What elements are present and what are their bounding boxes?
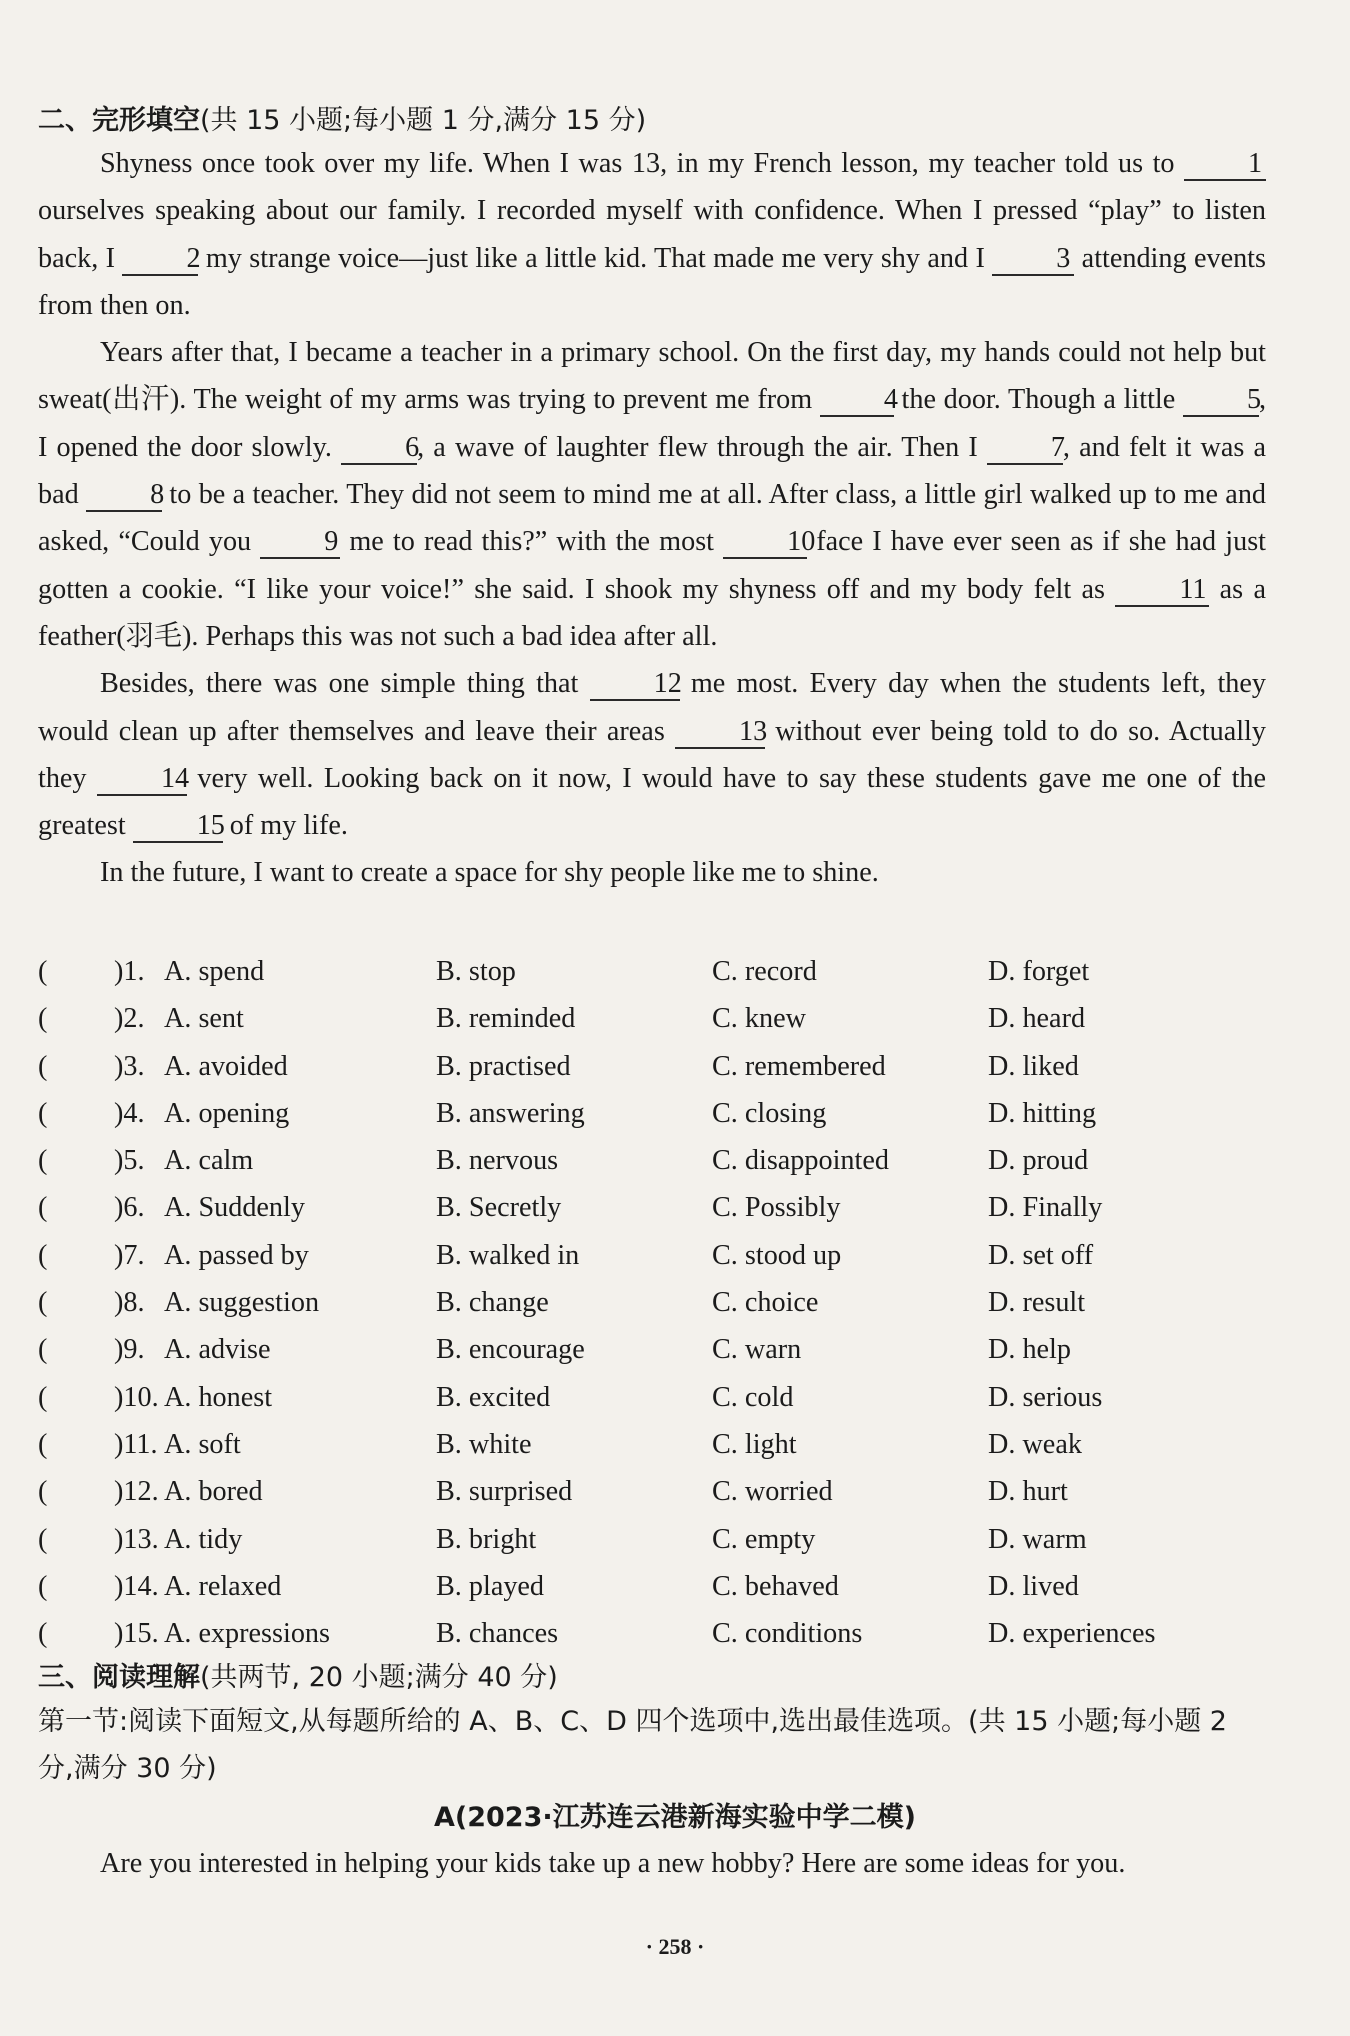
paragraph-text: very well. Looking back on it now, I would have to say these students gave me one of the greatest <box>38 762 1266 842</box>
option-d: D. Finally <box>988 1192 1103 1224</box>
section-3-note: (共两节, 20 小题;满分 40 分) <box>200 1662 558 1693</box>
option-b: B. reminded <box>436 1003 576 1035</box>
option-c: C. light <box>712 1428 797 1460</box>
option-a: A. relaxed <box>164 1570 282 1602</box>
section-3-instructions: 第一节:阅读下面短文,从每题所给的 A、B、C、D 四个选项中,选出最佳选项。(共 15 小题;每小题 2 分,满分 30 分) <box>38 1706 1227 1784</box>
option-d: D. forget <box>988 956 1090 987</box>
answer-paren: ( <box>38 1476 48 1508</box>
option-c: C. closing <box>712 1097 827 1129</box>
option-a: A. Suddenly <box>164 1192 305 1224</box>
option-a: A. opening <box>164 1097 290 1129</box>
option-row-6 <box>38 1184 1278 1231</box>
answer-paren: ( <box>38 1570 48 1602</box>
question-number: )3. <box>114 1050 145 1082</box>
option-row-15 <box>38 1610 1278 1657</box>
option-d: D. weak <box>988 1428 1082 1460</box>
answer-paren: ( <box>38 956 48 987</box>
option-b: B. answering <box>436 1097 585 1129</box>
question-number: )15. <box>114 1618 159 1650</box>
answer-paren: ( <box>38 1192 48 1224</box>
question-number: )14. <box>114 1570 159 1602</box>
answer-paren: ( <box>38 1618 48 1650</box>
paragraph-text: without ever being told to do so. Actually they <box>38 715 1266 794</box>
question-number: )8. <box>114 1287 145 1319</box>
option-b: B. excited <box>436 1381 551 1413</box>
question-number: )7. <box>114 1239 145 1271</box>
option-a: A. spend <box>164 956 265 987</box>
option-a: A. passed by <box>164 1239 309 1271</box>
option-c: C. choice <box>712 1287 819 1319</box>
blank-5: 5 <box>1183 385 1259 417</box>
cloze-passage <box>38 140 1266 897</box>
blank-4: 4 <box>820 385 894 417</box>
option-c: C. Possibly <box>712 1192 841 1224</box>
option-d: D. proud <box>988 1145 1089 1177</box>
option-b: B. surprised <box>436 1476 573 1508</box>
option-row-11 <box>38 1421 1278 1468</box>
paragraph-text: , and felt it was a bad <box>38 431 1266 511</box>
option-b: B. played <box>436 1570 545 1602</box>
answer-paren: ( <box>38 1523 48 1555</box>
question-number: )2. <box>114 1003 145 1035</box>
option-row-5 <box>38 1137 1278 1184</box>
section-3-heading <box>38 1655 558 1694</box>
option-a: A. sent <box>164 1003 244 1035</box>
option-row-8 <box>38 1279 1278 1326</box>
blank-13: 13 <box>675 717 765 749</box>
option-row-14 <box>38 1563 1278 1610</box>
paragraph-1 <box>38 140 1266 329</box>
paragraph-text: as a feather(羽毛). Perhaps this was not such a bad idea after all. <box>38 573 1266 652</box>
question-number: )5. <box>114 1145 145 1177</box>
answer-paren: ( <box>38 1428 48 1460</box>
option-row-1 <box>38 948 1278 995</box>
paragraph-text: to be a teacher. They did not seem to mind me at all. After class, a little girl walked up to me and asked, “Could you <box>38 479 1267 558</box>
option-c: C. stood up <box>712 1239 842 1271</box>
option-b: B. chances <box>436 1618 559 1650</box>
paragraph-text: , I opened the door slowly. <box>38 384 1266 463</box>
answer-paren: ( <box>38 1239 48 1271</box>
option-d: D. result <box>988 1287 1086 1319</box>
option-c: C. worried <box>712 1476 833 1508</box>
answer-paren: ( <box>38 1003 48 1035</box>
option-d: D. lived <box>988 1570 1079 1602</box>
blank-10: 10 <box>723 527 807 559</box>
answer-paren: ( <box>38 1381 48 1413</box>
question-number: )11. <box>114 1428 158 1460</box>
option-c: C. empty <box>712 1523 816 1555</box>
option-d: D. heard <box>988 1003 1086 1035</box>
paragraph-text: Besides, there was one simple thing that <box>100 668 590 700</box>
passage-a-title: A(2023·江苏连云港新海实验中学二模) <box>434 1802 916 1833</box>
paragraph-text: face I have ever seen as if she had just gotten a cookie. “I like your voice!” she said. I shook my shyness off and my body felt as <box>38 526 1266 605</box>
passage-a-intro: Are you interested in helping your kids take up a new hobby? Here are some ideas for you. <box>100 1848 1126 1879</box>
blank-2: 2 <box>122 244 198 276</box>
paragraph-text: Shyness once took over my life. When I was 13, in my French lesson, my teacher told us to <box>100 148 1184 179</box>
option-row-9 <box>38 1326 1278 1373</box>
blank-1: 1 <box>1184 149 1266 181</box>
option-c: C. record <box>712 956 817 987</box>
option-c: C. conditions <box>712 1618 863 1650</box>
option-b: B. practised <box>436 1050 571 1082</box>
blank-15: 15 <box>133 811 223 843</box>
option-d: D. warm <box>988 1523 1087 1555</box>
passage-a <box>38 1840 1266 1887</box>
option-d: D. set off <box>988 1239 1094 1271</box>
paragraph-text: Years after that, I became a teacher in a primary school. On the first day, my hands could not help but sweat(出汗). The weight of my arms was trying to prevent me from <box>38 337 1266 416</box>
option-b: B. change <box>436 1287 549 1319</box>
option-b: B. white <box>436 1428 532 1460</box>
blank-9: 9 <box>260 527 340 559</box>
option-row-7 <box>38 1232 1278 1279</box>
paragraph-4: In the future, I want to create a space for shy people like me to shine. <box>100 857 879 889</box>
blank-8: 8 <box>86 480 162 512</box>
question-number: )10. <box>114 1381 159 1413</box>
option-row-10 <box>38 1374 1278 1421</box>
blank-7: 7 <box>987 433 1063 465</box>
paragraph-3 <box>38 660 1266 849</box>
option-row-3 <box>38 1043 1278 1090</box>
answer-paren: ( <box>38 1287 48 1319</box>
blank-11: 11 <box>1115 575 1209 607</box>
question-number: )1. <box>114 956 145 987</box>
paragraph-text: my strange voice—just like a little kid. That made me very shy and I <box>198 242 993 274</box>
blank-3: 3 <box>992 244 1074 276</box>
option-d: D. hitting <box>988 1097 1097 1129</box>
section-2-title: 二、完形填空 <box>38 105 200 136</box>
option-b: B. encourage <box>436 1334 585 1366</box>
answer-paren: ( <box>38 1145 48 1177</box>
option-b: B. stop <box>436 956 516 987</box>
answer-paren: ( <box>38 1097 48 1129</box>
answer-paren: ( <box>38 1050 48 1082</box>
option-row-12 <box>38 1468 1278 1515</box>
section-2-heading <box>38 98 646 137</box>
blank-6: 6 <box>341 433 417 465</box>
paragraph-2 <box>38 329 1266 660</box>
option-a: A. bored <box>164 1476 263 1508</box>
question-number: )9. <box>114 1334 145 1366</box>
paragraph-text: attending events from then on. <box>38 242 1266 321</box>
option-row-4 <box>38 1090 1278 1137</box>
option-d: D. help <box>988 1334 1071 1366</box>
page-number: · 258 · <box>645 1934 705 1959</box>
option-c: C. warn <box>712 1334 802 1366</box>
option-d: D. hurt <box>988 1476 1068 1508</box>
option-b: B. nervous <box>436 1145 559 1177</box>
option-b: B. bright <box>436 1523 537 1555</box>
option-b: B. walked in <box>436 1239 580 1271</box>
question-number: )4. <box>114 1097 145 1129</box>
option-c: C. behaved <box>712 1570 839 1602</box>
option-row-2 <box>38 995 1278 1042</box>
option-c: C. knew <box>712 1003 806 1035</box>
option-a: A. honest <box>164 1381 273 1413</box>
blank-14: 14 <box>97 764 187 796</box>
paragraph-text: the door. Though a little <box>893 384 1183 416</box>
blank-12: 12 <box>590 669 680 701</box>
option-d: D. experiences <box>988 1618 1156 1650</box>
option-a: A. avoided <box>164 1050 288 1082</box>
option-a: A. tidy <box>164 1523 243 1555</box>
option-c: C. remembered <box>712 1050 886 1082</box>
option-d: D. serious <box>988 1381 1103 1413</box>
option-d: D. liked <box>988 1050 1079 1082</box>
section-2-note: (共 15 小题;每小题 1 分,满分 15 分) <box>200 105 647 136</box>
option-a: A. expressions <box>164 1618 330 1650</box>
option-a: A. advise <box>164 1334 271 1366</box>
option-b: B. Secretly <box>436 1192 562 1224</box>
paragraph-text: of my life. <box>222 810 348 842</box>
question-number: )13. <box>114 1523 159 1555</box>
question-number: )12. <box>114 1476 159 1508</box>
paragraph-text: me most. Every day when the students left, they would clean up after themselves and leave their areas <box>38 668 1266 747</box>
option-c: C. disappointed <box>712 1145 889 1177</box>
option-a: A. calm <box>164 1145 254 1177</box>
option-c: C. cold <box>712 1381 794 1413</box>
paragraph-text: ourselves speaking about our family. I recorded myself with confidence. When I pressed “play” to listen back, I <box>38 195 1266 274</box>
option-row-13 <box>38 1516 1278 1563</box>
answer-options <box>38 948 1278 1657</box>
question-number: )6. <box>114 1192 145 1224</box>
paragraph-text: me to read this?” with the most <box>340 526 724 558</box>
answer-paren: ( <box>38 1334 48 1366</box>
option-a: A. suggestion <box>164 1287 320 1319</box>
paragraph-text: , a wave of laughter flew through the air. Then I <box>417 431 987 463</box>
option-a: A. soft <box>164 1428 241 1460</box>
section-3-title: 三、阅读理解 <box>38 1662 200 1693</box>
